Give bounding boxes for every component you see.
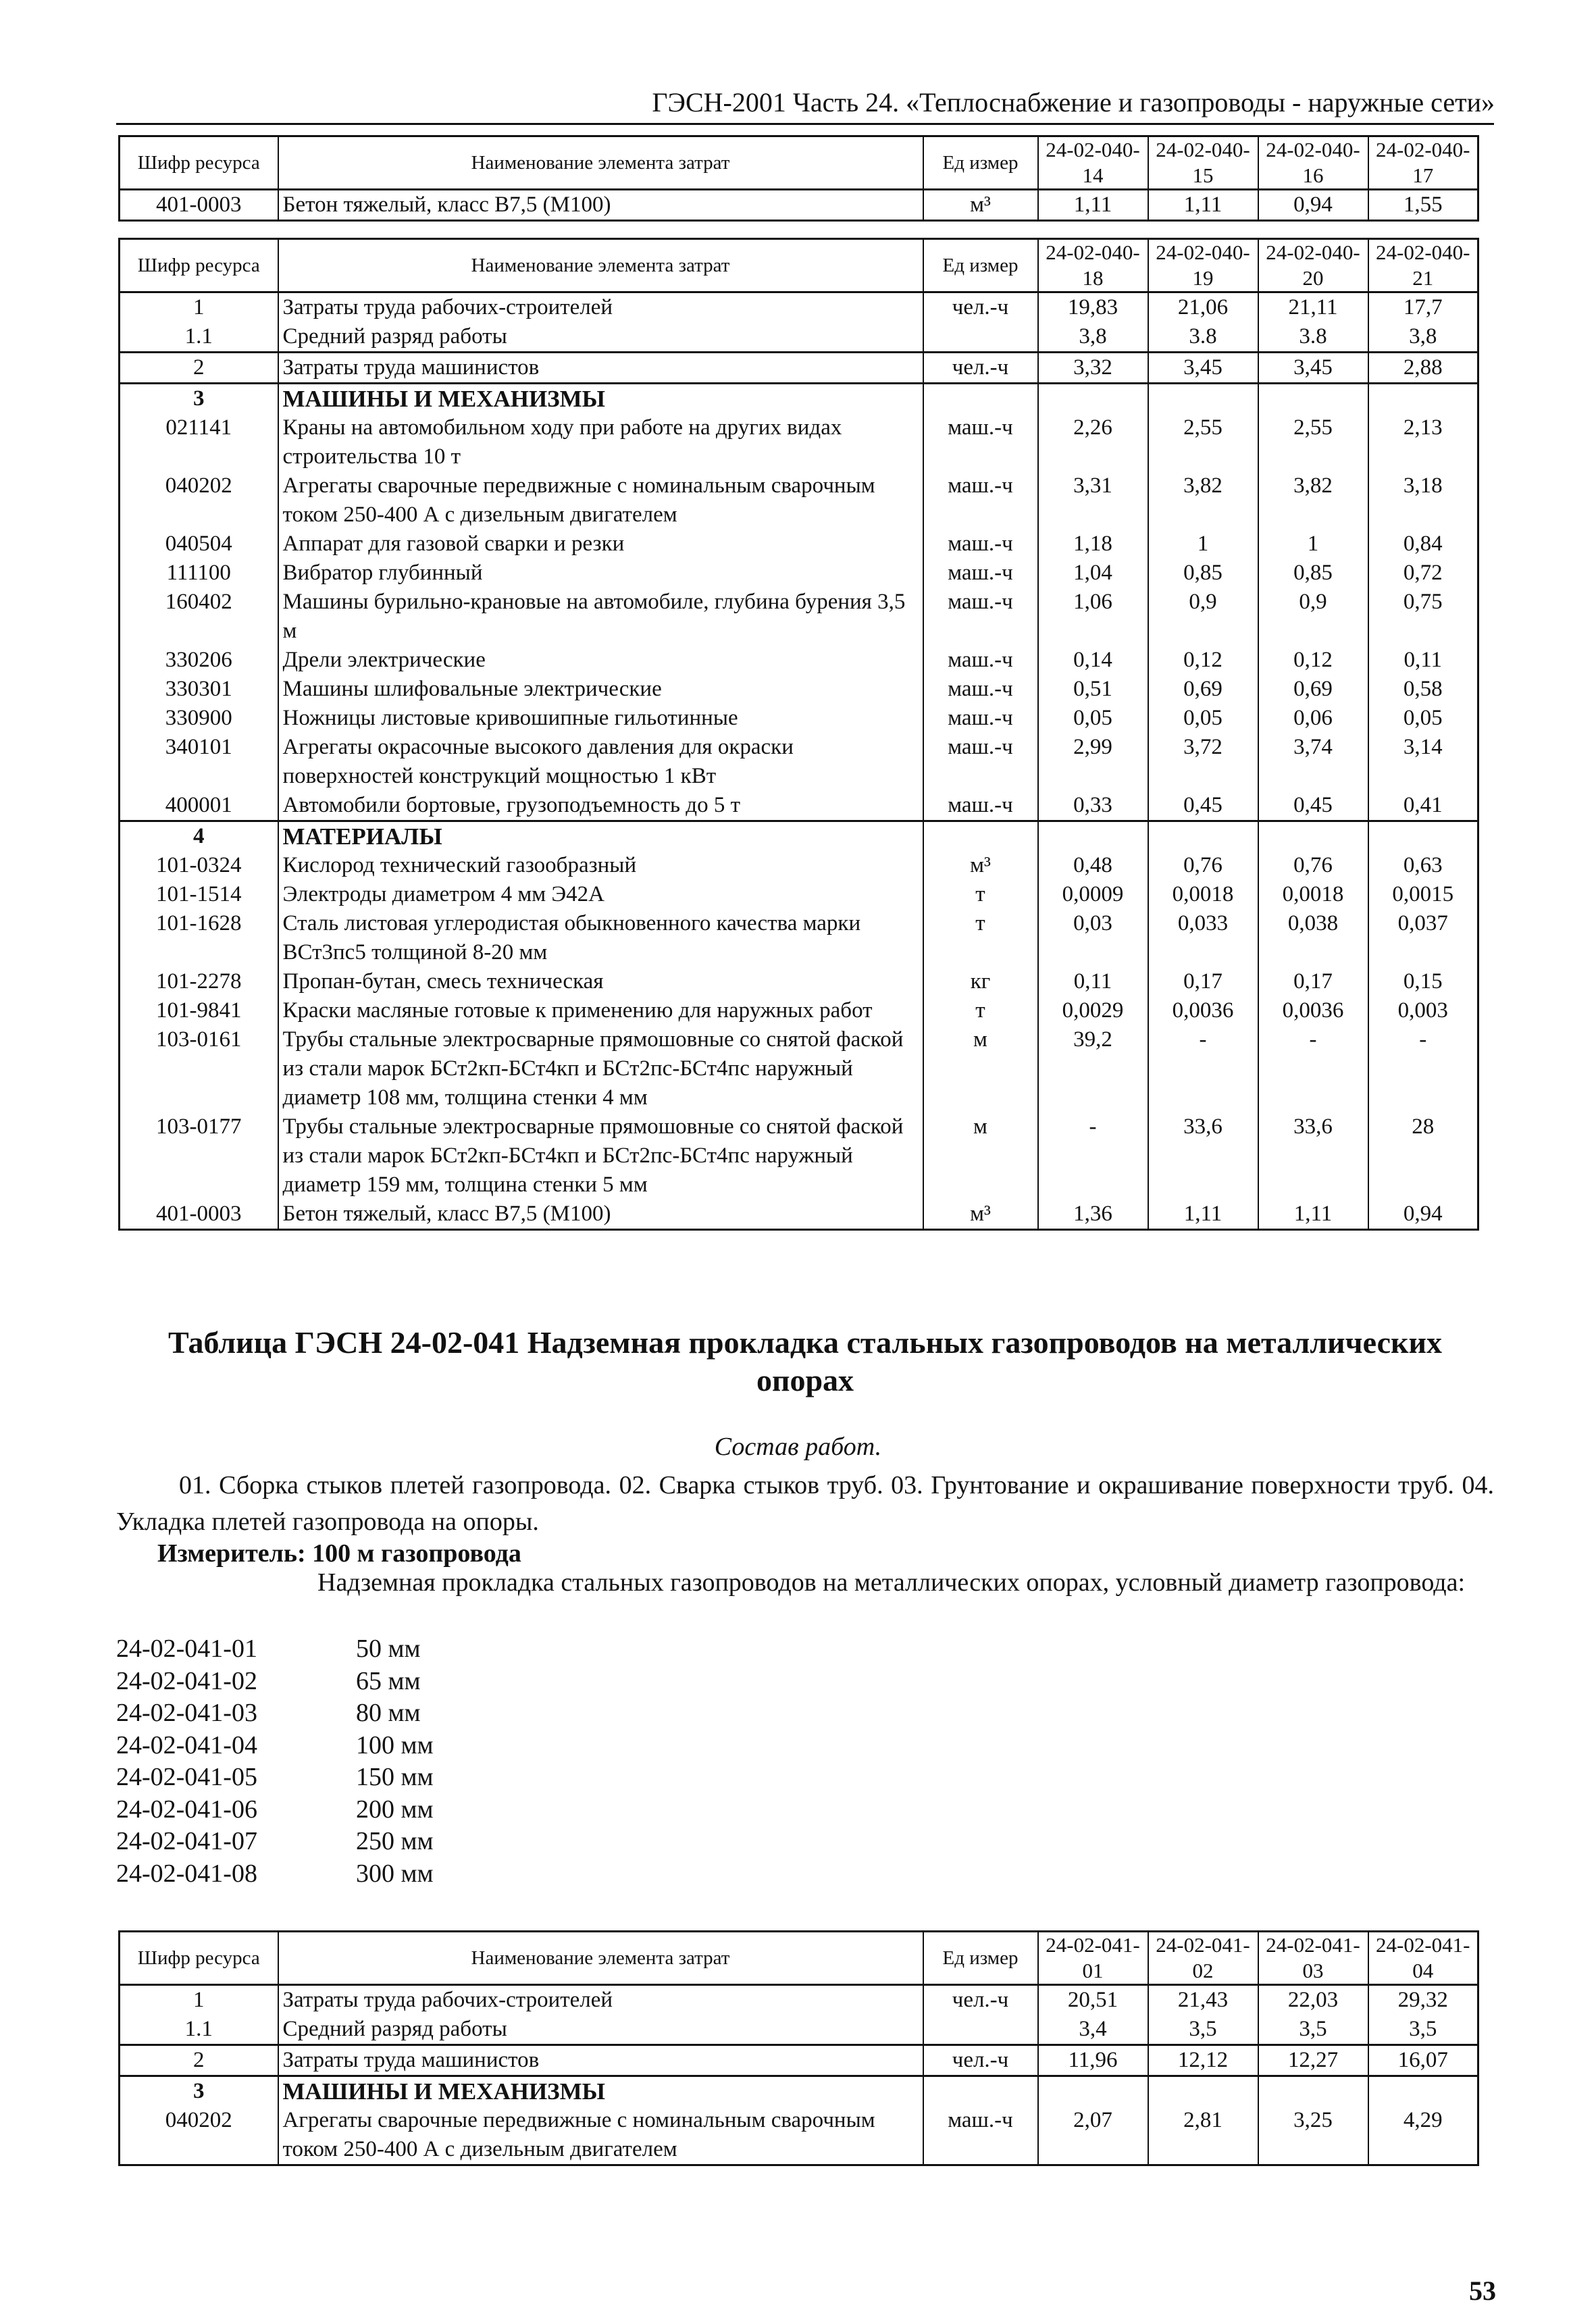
- resource-code: 400001: [120, 791, 278, 821]
- resource-code: 1: [120, 292, 278, 323]
- variant-item: [116, 1794, 434, 1826]
- unit: маш.-ч: [923, 559, 1038, 588]
- value-cell: 0,17: [1258, 967, 1368, 996]
- value-cell: 3,45: [1258, 353, 1368, 384]
- value-cell: 22,03: [1258, 1985, 1368, 2015]
- value-cell: -: [1038, 1112, 1148, 1200]
- value-cell: [1038, 2076, 1148, 2107]
- value-cell: 3,45: [1148, 353, 1258, 384]
- unit: [923, 2015, 1038, 2045]
- unit: маш.-ч: [923, 675, 1038, 704]
- resource-code: 401-0003: [120, 190, 278, 221]
- resource-table-041-01-04: [118, 1930, 1479, 2166]
- value-cell: 3.8: [1148, 322, 1258, 353]
- cost-element-name: Затраты труда машинистов: [278, 2045, 923, 2076]
- value-cell: 0,0015: [1368, 880, 1478, 909]
- cost-element-name: Затраты труда рабочих-строителей: [278, 292, 923, 323]
- value-cell: 0,63: [1368, 851, 1478, 880]
- header-variant: 24-02-040-21: [1368, 239, 1478, 292]
- cost-element-name: Агрегаты окрасочные высокого давления для окраски поверхностей конструкций мощностью 1 кВт: [278, 733, 923, 791]
- variant-diameter: 300 мм: [356, 1859, 434, 1888]
- unit: т: [923, 909, 1038, 967]
- resource-code: 3: [120, 2076, 278, 2107]
- value-cell: 1,04: [1038, 559, 1148, 588]
- measure: Измеритель: 100 м газопровода: [157, 1539, 521, 1568]
- value-cell: 0,06: [1258, 704, 1368, 733]
- value-cell: 0,76: [1258, 851, 1368, 880]
- value-cell: 0,75: [1368, 588, 1478, 646]
- variant-diameter: 100 мм: [356, 1730, 434, 1759]
- value-cell: 3,31: [1038, 471, 1148, 530]
- table-row: [120, 2015, 1478, 2045]
- header-variant: 24-02-041-01: [1038, 1932, 1148, 1985]
- value-cell: [1258, 384, 1368, 414]
- value-cell: 0,12: [1148, 646, 1258, 675]
- value-cell: 0,9: [1258, 588, 1368, 646]
- value-cell: 4,29: [1368, 2106, 1478, 2165]
- resource-code: 101-1514: [120, 880, 278, 909]
- cost-element-name: Пропан-бутан, смесь техническая: [278, 967, 923, 996]
- cost-element-name: Бетон тяжелый, класс В7,5 (М100): [278, 1200, 923, 1230]
- variant-item: [116, 1666, 434, 1698]
- value-cell: [1258, 2076, 1368, 2107]
- unit: т: [923, 880, 1038, 909]
- value-cell: 0,41: [1368, 791, 1478, 821]
- value-cell: 0,038: [1258, 909, 1368, 967]
- value-cell: 0,69: [1148, 675, 1258, 704]
- resource-code: 401-0003: [120, 1200, 278, 1230]
- variant-code: 24-02-041-01: [116, 1635, 257, 1663]
- unit: т: [923, 996, 1038, 1025]
- table-row: [120, 471, 1478, 530]
- work-composition-label: Состав работ.: [714, 1433, 882, 1461]
- variant-diameter: 50 мм: [356, 1635, 421, 1663]
- value-cell: 3,4: [1038, 2015, 1148, 2045]
- value-cell: 0,17: [1148, 967, 1258, 996]
- value-cell: 3,5: [1148, 2015, 1258, 2045]
- value-cell: 3,14: [1368, 733, 1478, 791]
- value-cell: [1038, 821, 1148, 852]
- header-variant: 24-02-040-15: [1148, 136, 1258, 190]
- value-cell: 2,99: [1038, 733, 1148, 791]
- resource-code: 330900: [120, 704, 278, 733]
- value-cell: 39,2: [1038, 1025, 1148, 1112]
- value-cell: 1,06: [1038, 588, 1148, 646]
- variant-item: [116, 1826, 434, 1858]
- variant-code: 24-02-041-05: [116, 1763, 257, 1791]
- value-cell: 3,8: [1368, 322, 1478, 353]
- header-variant: 24-02-040-20: [1258, 239, 1368, 292]
- value-cell: 16,07: [1368, 2045, 1478, 2076]
- value-cell: 0,45: [1258, 791, 1368, 821]
- value-cell: 2,13: [1368, 413, 1478, 471]
- header-variant: 24-02-041-04: [1368, 1932, 1478, 1985]
- cost-element-name: Вибратор глубинный: [278, 559, 923, 588]
- value-cell: 2,07: [1038, 2106, 1148, 2165]
- value-cell: 0,0029: [1038, 996, 1148, 1025]
- table-row: [120, 1112, 1478, 1200]
- table-row: [120, 2045, 1478, 2076]
- value-cell: [1038, 384, 1148, 414]
- cost-element-name: Электроды диаметром 4 мм Э42А: [278, 880, 923, 909]
- unit: м³: [923, 851, 1038, 880]
- value-cell: 29,32: [1368, 1985, 1478, 2015]
- table-row: [120, 190, 1478, 221]
- table-row: [120, 967, 1478, 996]
- value-cell: 3,18: [1368, 471, 1478, 530]
- value-cell: -: [1148, 1025, 1258, 1112]
- value-cell: 0,11: [1368, 646, 1478, 675]
- variant-code: 24-02-041-06: [116, 1795, 257, 1824]
- value-cell: 0,69: [1258, 675, 1368, 704]
- value-cell: 0,85: [1258, 559, 1368, 588]
- value-cell: 0,11: [1038, 967, 1148, 996]
- unit: м: [923, 1112, 1038, 1200]
- cost-element-name: Средний разряд работы: [278, 2015, 923, 2045]
- variant-code: 24-02-041-02: [116, 1666, 257, 1695]
- cost-element-name: Затраты труда рабочих-строителей: [278, 1985, 923, 2015]
- cost-element-name: Агрегаты сварочные передвижные с номинальным сварочным током 250-400 А с дизельным двигателем: [278, 471, 923, 530]
- resource-code: 101-1628: [120, 909, 278, 967]
- section-title: Таблица ГЭСН 24-02-041 Надземная прокладка стальных газопроводов на металлических опорах: [168, 1325, 1443, 1397]
- value-cell: 1,11: [1148, 190, 1258, 221]
- header-variant: 24-02-040-18: [1038, 239, 1148, 292]
- variant-item: [116, 1762, 434, 1794]
- variant-diameter: 150 мм: [356, 1763, 434, 1791]
- value-cell: 0,05: [1148, 704, 1258, 733]
- value-cell: 12,27: [1258, 2045, 1368, 2076]
- unit: маш.-ч: [923, 791, 1038, 821]
- table-row: [120, 588, 1478, 646]
- table-row: [120, 559, 1478, 588]
- value-cell: [1368, 384, 1478, 414]
- variant-item: [116, 1858, 434, 1891]
- cost-element-name: Бетон тяжелый, класс В7,5 (М100): [278, 190, 923, 221]
- value-cell: 28: [1368, 1112, 1478, 1200]
- header-row: [120, 136, 1478, 190]
- value-cell: 3,5: [1368, 2015, 1478, 2045]
- variant-code: 24-02-041-03: [116, 1699, 257, 1727]
- header-unit: Ед измер: [923, 239, 1038, 292]
- value-cell: 3.8: [1258, 322, 1368, 353]
- header-variant: 24-02-040-16: [1258, 136, 1368, 190]
- header-name: Наименование элемента затрат: [278, 136, 923, 190]
- header-variant: 24-02-040-17: [1368, 136, 1478, 190]
- cost-element-name: Трубы стальные электросварные прямошовные со снятой фаской из стали марок БСт2кп-БСт4кп и БСт2пс-БСт4пс наружный диаметр 159 мм, толщина стенки 5 мм: [278, 1112, 923, 1200]
- value-cell: 33,6: [1148, 1112, 1258, 1200]
- cost-element-name: Агрегаты сварочные передвижные с номинальным сварочным током 250-400 А с дизельным двигателем: [278, 2106, 923, 2165]
- header-unit: Ед измер: [923, 136, 1038, 190]
- value-cell: 21,43: [1148, 1985, 1258, 2015]
- table-row: [120, 1025, 1478, 1112]
- resource-code: 103-0161: [120, 1025, 278, 1112]
- table-row: [120, 1200, 1478, 1230]
- resource-code: 330206: [120, 646, 278, 675]
- table-row: [120, 704, 1478, 733]
- unit: маш.-ч: [923, 471, 1038, 530]
- variant-item: [116, 1633, 434, 1666]
- cost-element-name: Ножницы листовые кривошипные гильотинные: [278, 704, 923, 733]
- value-cell: 3,25: [1258, 2106, 1368, 2165]
- value-cell: 0,05: [1368, 704, 1478, 733]
- resource-code: 3: [120, 384, 278, 414]
- value-cell: 33,6: [1258, 1112, 1368, 1200]
- cost-element-name: Средний разряд работы: [278, 322, 923, 353]
- header-code: Шифр ресурса: [120, 239, 278, 292]
- resource-code: 021141: [120, 413, 278, 471]
- value-cell: 3,82: [1258, 471, 1368, 530]
- resource-code: 101-9841: [120, 996, 278, 1025]
- value-cell: 19,83: [1038, 292, 1148, 323]
- unit: маш.-ч: [923, 704, 1038, 733]
- cost-element-name: Кислород технический газообразный: [278, 851, 923, 880]
- cost-element-name: Машины бурильно-крановые на автомобиле, глубина бурения 3,5 м: [278, 588, 923, 646]
- value-cell: [1258, 821, 1368, 852]
- variant-code: 24-02-041-07: [116, 1827, 257, 1855]
- section-row: [120, 384, 1478, 414]
- value-cell: 21,06: [1148, 292, 1258, 323]
- resource-code: 040202: [120, 471, 278, 530]
- table-row: [120, 791, 1478, 821]
- cost-element-name: Трубы стальные электросварные прямошовные со снятой фаской из стали марок БСт2кп-БСт4кп и БСт2пс-БСт4пс наружный диаметр 108 мм, толщина стенки 4 мм: [278, 1025, 923, 1112]
- unit: м³: [923, 1200, 1038, 1230]
- variant-item: [116, 1730, 434, 1762]
- header-unit: Ед измер: [923, 1932, 1038, 1985]
- table-row: [120, 646, 1478, 675]
- resource-table-040-14-17: [118, 135, 1479, 222]
- unit: маш.-ч: [923, 733, 1038, 791]
- unit: чел.-ч: [923, 353, 1038, 384]
- header-code: Шифр ресурса: [120, 1932, 278, 1985]
- value-cell: 0,033: [1148, 909, 1258, 967]
- value-cell: 0,0009: [1038, 880, 1148, 909]
- value-cell: -: [1258, 1025, 1368, 1112]
- value-cell: 1,36: [1038, 1200, 1148, 1230]
- value-cell: 0,72: [1368, 559, 1478, 588]
- header-name: Наименование элемента затрат: [278, 1932, 923, 1985]
- resource-code: 1.1: [120, 2015, 278, 2045]
- value-cell: [1368, 821, 1478, 852]
- value-cell: 2,81: [1148, 2106, 1258, 2165]
- value-cell: 0,85: [1148, 559, 1258, 588]
- value-cell: [1368, 2076, 1478, 2107]
- value-cell: 1,55: [1368, 190, 1478, 221]
- work-composition: 01. Сборка стыков плетей газопровода. 02. Сварка стыков труб. 03. Грунтование и окрашивание поверхности труб. 04. Укладка плетей газопровода на опоры.: [116, 1471, 1494, 1536]
- unit: чел.-ч: [923, 1985, 1038, 2015]
- value-cell: 2,26: [1038, 413, 1148, 471]
- cost-element-name: Сталь листовая углеродистая обыкновенного качества марки ВСт3пс5 толщиной 8-20 мм: [278, 909, 923, 967]
- value-cell: 2,88: [1368, 353, 1478, 384]
- cost-element-name: Аппарат для газовой сварки и резки: [278, 530, 923, 559]
- resource-code: 1: [120, 1985, 278, 2015]
- cost-element-name: МАШИНЫ И МЕХАНИЗМЫ: [278, 384, 923, 414]
- unit: [923, 322, 1038, 353]
- variant-diameter: 250 мм: [356, 1827, 434, 1855]
- table-row: [120, 292, 1478, 323]
- table-row: [120, 322, 1478, 353]
- cost-element-name: Краны на автомобильном ходу при работе на других видах строительства 10 т: [278, 413, 923, 471]
- resource-table-040-18-21: [118, 238, 1479, 1231]
- variant-diameter: 65 мм: [356, 1666, 421, 1695]
- cost-element-name: Затраты труда машинистов: [278, 353, 923, 384]
- value-cell: 1,18: [1038, 530, 1148, 559]
- unit: [923, 821, 1038, 852]
- variant-code: 24-02-041-08: [116, 1859, 257, 1888]
- value-cell: 1,11: [1258, 1200, 1368, 1230]
- table-row: [120, 851, 1478, 880]
- value-cell: 0,14: [1038, 646, 1148, 675]
- value-cell: 11,96: [1038, 2045, 1148, 2076]
- unit: м: [923, 1025, 1038, 1112]
- unit: маш.-ч: [923, 588, 1038, 646]
- variant-list: [116, 1633, 434, 1890]
- header-code: Шифр ресурса: [120, 136, 278, 190]
- value-cell: 0,05: [1038, 704, 1148, 733]
- header-variant: 24-02-041-02: [1148, 1932, 1258, 1985]
- resource-code: 340101: [120, 733, 278, 791]
- unit: маш.-ч: [923, 530, 1038, 559]
- header-variant: 24-02-040-19: [1148, 239, 1258, 292]
- table-row: [120, 675, 1478, 704]
- value-cell: 0,12: [1258, 646, 1368, 675]
- cost-element-name: Дрели электрические: [278, 646, 923, 675]
- value-cell: 0,03: [1038, 909, 1148, 967]
- table-row: [120, 996, 1478, 1025]
- resource-code: 111100: [120, 559, 278, 588]
- unit: маш.-ч: [923, 413, 1038, 471]
- resource-code: 101-2278: [120, 967, 278, 996]
- variant-item: [116, 1697, 434, 1730]
- value-cell: 2,55: [1258, 413, 1368, 471]
- value-cell: -: [1368, 1025, 1478, 1112]
- value-cell: [1148, 2076, 1258, 2107]
- header-row: [120, 239, 1478, 292]
- variant-code: 24-02-041-04: [116, 1730, 257, 1759]
- value-cell: 0,58: [1368, 675, 1478, 704]
- resource-code: 101-0324: [120, 851, 278, 880]
- variant-diameter: 200 мм: [356, 1795, 434, 1824]
- page-number: 53: [1469, 2276, 1496, 2306]
- unit: м³: [923, 190, 1038, 221]
- section-row: [120, 821, 1478, 852]
- resource-code: 330301: [120, 675, 278, 704]
- value-cell: 2,55: [1148, 413, 1258, 471]
- value-cell: [1148, 384, 1258, 414]
- value-cell: 1: [1258, 530, 1368, 559]
- value-cell: 0,94: [1368, 1200, 1478, 1230]
- value-cell: 0,9: [1148, 588, 1258, 646]
- value-cell: 0,0036: [1148, 996, 1258, 1025]
- table-row: [120, 1985, 1478, 2015]
- cost-element-name: МАШИНЫ И МЕХАНИЗМЫ: [278, 2076, 923, 2107]
- resource-code: 160402: [120, 588, 278, 646]
- value-cell: 0,003: [1368, 996, 1478, 1025]
- table-row: [120, 733, 1478, 791]
- value-cell: 0,037: [1368, 909, 1478, 967]
- value-cell: 0,0018: [1258, 880, 1368, 909]
- table-row: [120, 353, 1478, 384]
- value-cell: 3,32: [1038, 353, 1148, 384]
- cost-element-name: МАТЕРИАЛЫ: [278, 821, 923, 852]
- value-cell: 20,51: [1038, 1985, 1148, 2015]
- cost-element-name: Автомобили бортовые, грузоподъемность до 5 т: [278, 791, 923, 821]
- unit: [923, 384, 1038, 414]
- unit: кг: [923, 967, 1038, 996]
- value-cell: 0,0018: [1148, 880, 1258, 909]
- description: Надземная прокладка стальных газопроводов на металлических опорах, условный диаметр газопровода:: [317, 1568, 1466, 1597]
- resource-code: 1.1: [120, 322, 278, 353]
- value-cell: 0,45: [1148, 791, 1258, 821]
- header-name: Наименование элемента затрат: [278, 239, 923, 292]
- resource-code: 040504: [120, 530, 278, 559]
- table-row: [120, 2106, 1478, 2165]
- unit: чел.-ч: [923, 2045, 1038, 2076]
- table-row: [120, 530, 1478, 559]
- value-cell: 0,84: [1368, 530, 1478, 559]
- value-cell: 21,11: [1258, 292, 1368, 323]
- value-cell: 3,74: [1258, 733, 1368, 791]
- resource-code: 2: [120, 353, 278, 384]
- header-rule: [116, 123, 1494, 125]
- resource-code: 4: [120, 821, 278, 852]
- value-cell: 1,11: [1038, 190, 1148, 221]
- table-row: [120, 909, 1478, 967]
- cost-element-name: Машины шлифовальные электрические: [278, 675, 923, 704]
- unit: [923, 2076, 1038, 2107]
- value-cell: 3,82: [1148, 471, 1258, 530]
- value-cell: 17,7: [1368, 292, 1478, 323]
- value-cell: 0,48: [1038, 851, 1148, 880]
- table-row: [120, 413, 1478, 471]
- value-cell: 3,8: [1038, 322, 1148, 353]
- variant-diameter: 80 мм: [356, 1699, 421, 1727]
- unit: маш.-ч: [923, 2106, 1038, 2165]
- value-cell: 1: [1148, 530, 1258, 559]
- cost-element-name: Краски масляные готовые к применению для наружных работ: [278, 996, 923, 1025]
- value-cell: 0,15: [1368, 967, 1478, 996]
- resource-code: 103-0177: [120, 1112, 278, 1200]
- value-cell: 0,51: [1038, 675, 1148, 704]
- section-row: [120, 2076, 1478, 2107]
- unit: чел.-ч: [923, 292, 1038, 323]
- value-cell: 0,76: [1148, 851, 1258, 880]
- header-row: [120, 1932, 1478, 1985]
- value-cell: 12,12: [1148, 2045, 1258, 2076]
- resource-code: 2: [120, 2045, 278, 2076]
- header-variant: 24-02-040-14: [1038, 136, 1148, 190]
- running-header: ГЭСН-2001 Часть 24. «Теплоснабжение и газопроводы - наружные сети»: [652, 87, 1495, 118]
- table-row: [120, 880, 1478, 909]
- value-cell: 0,0036: [1258, 996, 1368, 1025]
- resource-code: 040202: [120, 2106, 278, 2165]
- value-cell: 0,94: [1258, 190, 1368, 221]
- value-cell: 3,5: [1258, 2015, 1368, 2045]
- header-variant: 24-02-041-03: [1258, 1932, 1368, 1985]
- value-cell: [1148, 821, 1258, 852]
- value-cell: 3,72: [1148, 733, 1258, 791]
- value-cell: 0,33: [1038, 791, 1148, 821]
- unit: маш.-ч: [923, 646, 1038, 675]
- value-cell: 1,11: [1148, 1200, 1258, 1230]
